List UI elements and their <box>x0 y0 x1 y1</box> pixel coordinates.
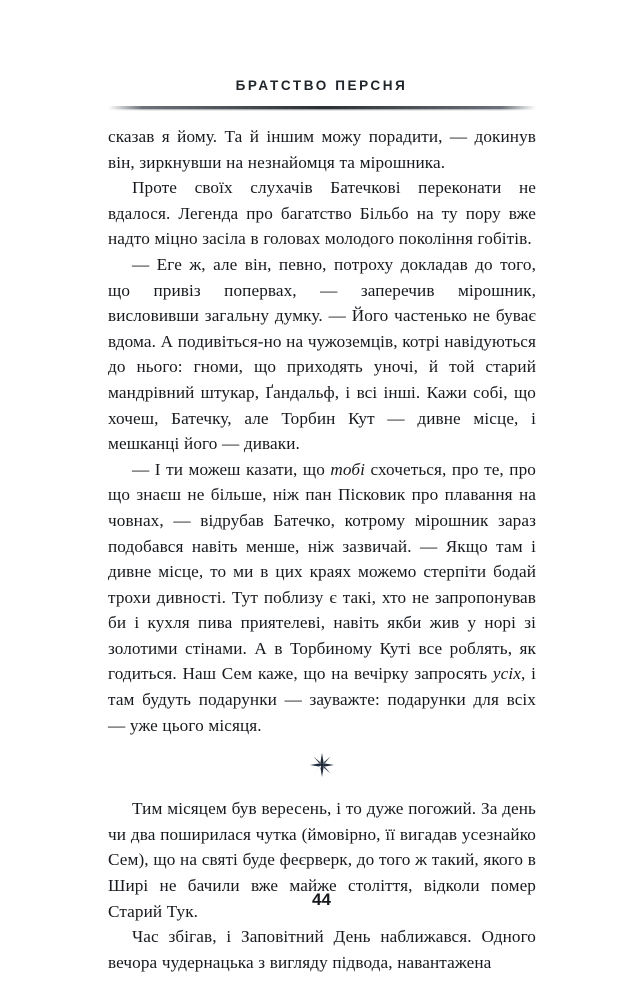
page-body <box>108 124 536 975</box>
decorative-rule <box>108 104 536 112</box>
paragraph: — І ти можеш казати, що тобі схочеться, про те, про що знаєш не більше, ніж пан Пісковик про плавання на човнах, — відрубав Батечко, котрому мірошник зараз подобався навіть менше, ніж зазвичай. — Якщо там і дивне місце, то ми в цих краях можемо стерпіти бодай трохи дивності. Тут поблизу є такі, хто не запропонував би і кухля пива приятелеві, навіть якби жив у норі зі золотими стінами. А в Торбиному Куті все роблять, як годиться. Наш Сем каже, що на вечірку запросять усіх, і там будуть подарунки — зауважте: подарунки для всіх — уже цього місяця. <box>108 459 536 735</box>
paragraph: Проте своїх слухачів Батечкові переконати не вдалося. Легенда про багатство Більбо на ту пору вже надто міцно засіла в головах молодого покоління гобітів. <box>108 178 536 249</box>
paragraph: Тим місяцем був вересень, і то дуже погожий. За день чи два поширилася чутка (ймовірно, її вигадав усезнайко Сем), що на святі буде феєрверк, до того ж такий, якого в Ширі не бачили вже майже століття, відколи помер Старий Тук. <box>108 799 536 921</box>
emphasis-text: усіх <box>492 664 521 684</box>
star-ornament <box>108 752 536 782</box>
emphasis-text: тобі <box>330 459 366 479</box>
paragraph: сказав я йому. Та й іншим можу порадити, — докинув він, зиркнувши на незнайомця та мірошника. <box>108 127 536 172</box>
paragraph: Час збігав, і Заповітний День наближався. Одного вечора чудернацька з вигляду підвода, навантажена <box>108 927 536 972</box>
paragraph: — Еге ж, але він, певно, потроху докладав до того, що привіз попервах, — заперечив мірошник, висловивши загальну думку. — Його частенько не буває вдома. А подивіться-но на чужоземців, котрі навідуються до нього: гноми, що приходять уночі, й той старий мандрівний штукар, Ґандальф, і всі інші. Кажи собі, що хочеш, Батечку, але Торбин Кут — дивне місце, і мешканці його — диваки. <box>108 254 536 454</box>
running-head: БРАТСТВО ПЕРСНЯ <box>235 78 408 93</box>
page-number: 44 <box>312 890 331 909</box>
